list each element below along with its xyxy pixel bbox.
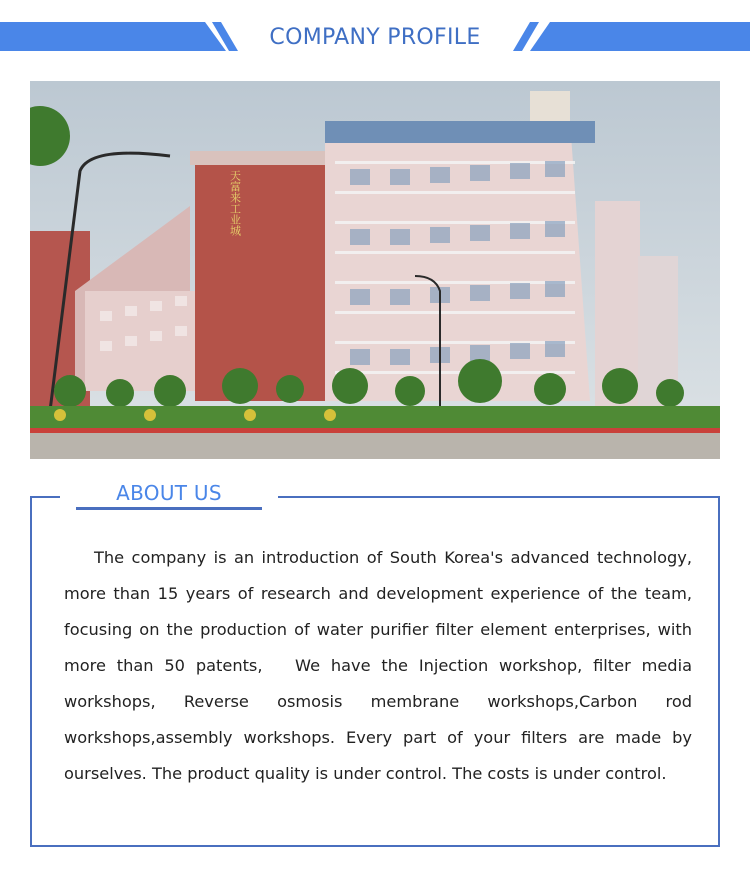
- header-band-right: [530, 22, 750, 51]
- company-building-photo: [30, 81, 720, 459]
- about-us-underline: [76, 507, 262, 510]
- about-us-body: The company is an introduction of South Korea's advanced technology, more than 15 years of research and development experience of the team, focusing on the production of water purifier filter element enterprises, with more than 50 patents, We have the Injection workshop, filter media workshops, Reverse osmosis membrane workshops,Carbon rod workshops,assembly workshops. Every part of your filters are made by ourselves. The product quality is under control. The costs is under control.: [64, 548, 692, 783]
- page-title: COMPANY PROFILE: [269, 25, 481, 50]
- header-band-left: [0, 22, 226, 51]
- building-sign-text: 天富来工业城: [228, 170, 242, 236]
- about-us-title: ABOUT US: [116, 481, 222, 505]
